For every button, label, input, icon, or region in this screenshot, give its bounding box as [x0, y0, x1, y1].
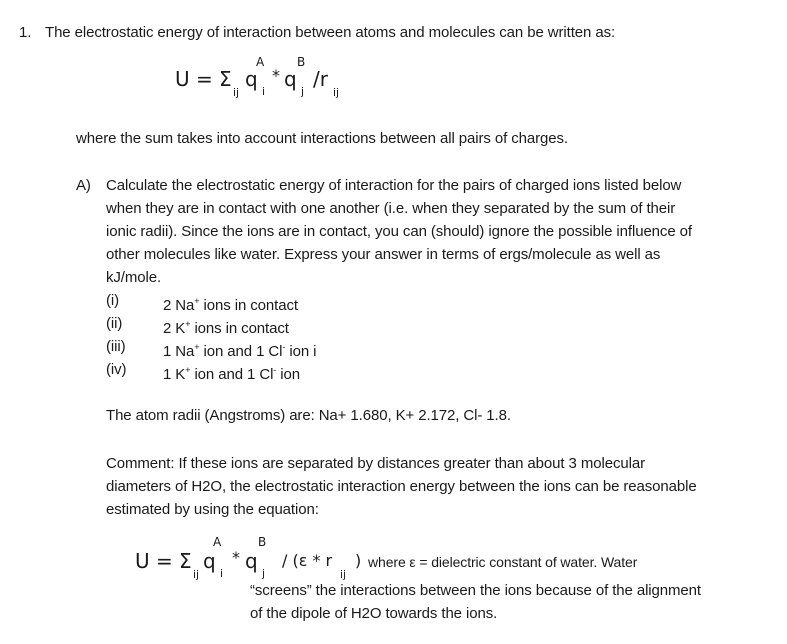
formula-times: *: [272, 66, 280, 85]
item-text: 2 K+ ions in contact: [163, 319, 289, 337]
part-a-line: Calculate the electrostatic energy of interaction for the pairs of charged ions listed below: [106, 177, 682, 194]
question-number: 1.: [19, 24, 32, 41]
formula-lhs: U =: [175, 67, 213, 91]
formula-div-sub: ij: [333, 86, 340, 99]
formula-q2: q: [284, 67, 297, 91]
item-number: (iv): [106, 361, 127, 378]
screen-line: “screens” the interactions between the ions because of the alignment: [250, 582, 701, 599]
formula-sigma: Σ: [179, 549, 192, 573]
comment-line: diameters of H2O, the electrostatic interaction energy between the ions can be reasonable: [106, 478, 697, 495]
formula-q2-sup: B: [258, 535, 267, 549]
formula-div: /r: [313, 67, 328, 91]
item-text: 1 K+ ion and 1 Cl- ion: [163, 365, 300, 383]
sum-note: where the sum takes into account interactions between all pairs of charges.: [76, 130, 568, 147]
formula-sigma-sub: ij: [193, 568, 200, 581]
formula-sigma: Σ: [219, 67, 232, 91]
part-a-line: other molecules like water. Express your answer in terms of ergs/molecule as well as: [106, 246, 661, 263]
screen-line: of the dipole of H2O towards the ions.: [250, 605, 498, 622]
part-a-line: ionic radii). Since the ions are in contact, you can (should) ignore the possible influence of: [106, 223, 692, 240]
formula-tail: where ε = dielectric constant of water. Water: [368, 554, 638, 570]
item-number: (iii): [106, 338, 126, 355]
formula-q2-sup: B: [297, 55, 306, 69]
formula-q1: q: [245, 67, 258, 91]
comment-line: estimated by using the equation:: [106, 501, 319, 518]
formula-sigma-sub: ij: [233, 86, 240, 99]
formula-q1-sub: i: [220, 567, 224, 580]
formula-div: / (ε * r: [282, 551, 333, 570]
formula-q1-sub: i: [262, 85, 266, 98]
item-text: 2 Na+ ions in contact: [163, 296, 298, 314]
formula-lhs: U =: [135, 549, 173, 573]
item-number: (ii): [106, 315, 123, 332]
part-a-line: kJ/mole.: [106, 269, 162, 286]
part-a-line: when they are in contact with one another (i.e. when they separated by the sum of their: [106, 200, 676, 217]
comment-line: Comment: If these ions are separated by distances greater than about 3 molecular: [106, 455, 645, 472]
item-text: 1 Na+ ion and 1 Cl- ion i: [163, 342, 317, 360]
formula-times: *: [232, 548, 240, 567]
formula-q2-sub: j: [301, 85, 305, 98]
item-number: (i): [106, 292, 120, 309]
question-intro: The electrostatic energy of interaction between atoms and molecules can be written as:: [45, 24, 616, 41]
atom-radii: The atom radii (Angstroms) are: Na+ 1.680, K+ 2.172, Cl- 1.8.: [106, 407, 511, 424]
formula-q1-sup: A: [256, 55, 265, 69]
formula-q2-sub: j: [262, 567, 266, 580]
formula-close: ): [355, 551, 362, 570]
formula-q1-sup: A: [213, 535, 222, 549]
formula-q2: q: [245, 549, 258, 573]
part-a-label: A): [76, 177, 91, 194]
formula-q1: q: [203, 549, 216, 573]
formula-div-sub: ij: [340, 568, 347, 581]
